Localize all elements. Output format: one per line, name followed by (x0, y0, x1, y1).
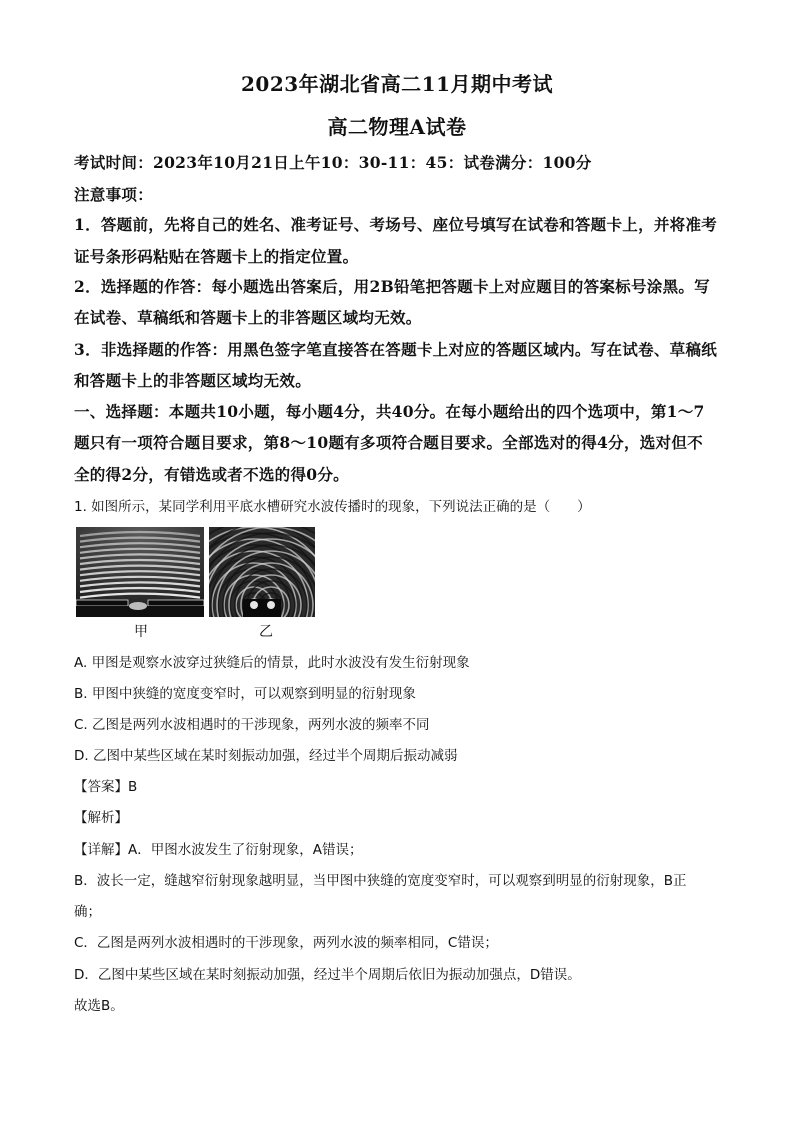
option-b: B. 甲图中狭缝的宽度变窄时，可以观察到明显的衍射现象 (74, 686, 416, 702)
option-c: C. 乙图是两列水波相遇时的干涉现象，两列水波的频率不同 (74, 717, 430, 733)
detail-c: C．乙图是两列水波相遇时的干涉现象，两列水波的频率相同，C错误； (74, 935, 498, 951)
notice-item-1-line-2: 证号条形码粘贴在答题卡上的指定位置。 (74, 247, 359, 266)
exam-subtitle: 高二物理A试卷 (327, 115, 467, 139)
diffraction-photo (76, 527, 204, 617)
notice-heading: 注意事项： (74, 185, 154, 204)
analysis-heading: 【解析】 (74, 810, 128, 826)
detail-b-line-2: 确； (74, 904, 101, 920)
option-a: A. 甲图是观察水波穿过狭缝后的情景，此时水波没有发生衍射现象 (74, 655, 470, 671)
exam-info: 考试时间：2023年10月21日上午10：30-11：45：试卷满分：100分 (74, 153, 592, 172)
figure-label-b: 乙 (259, 624, 273, 640)
notice-item-2-line-2: 在试卷、草稿纸和答题卡上的非答题区域均无效。 (74, 308, 422, 327)
notice-item-2-line-1: 2．选择题的作答：每小题选出答案后，用2B铅笔把答题卡上对应题目的答案标号涂黑。写 (74, 277, 710, 296)
section-1-line-1: 一、选择题：本题共10小题，每小题4分，共40分。在每小题给出的四个选项中，第1～7 (74, 402, 705, 421)
detail-a: 【详解】A．甲图水波发生了衍射现象，A错误； (74, 842, 363, 858)
detail-d: D．乙图中某些区域在某时刻振动加强，经过半个周期后依旧为振动加强点，D错误。 (74, 967, 581, 983)
interference-photo (209, 527, 315, 617)
question-1-stem: 1. 如图所示，某同学利用平底水槽研究水波传播时的现象，下列说法正确的是（ ） (74, 499, 591, 515)
exam-title: 2023年湖北省高二11月期中考试 (241, 72, 553, 96)
conclusion: 故选B。 (74, 998, 124, 1014)
option-d: D. 乙图中某些区域在某时刻振动加强，经过半个周期后振动减弱 (74, 748, 458, 764)
detail-b-line-1: B．波长一定，缝越窄衍射现象越明显，当甲图中狭缝的宽度变窄时，可以观察到明显的衍射现象，B正 (74, 873, 687, 889)
section-1-line-3: 全的得2分，有错选或者不选的得0分。 (74, 465, 349, 484)
section-1-line-2: 题只有一项符合题目要求，第8～10题有多项符合题目要求。全部选对的得4分，选对但不 (74, 433, 703, 452)
notice-item-3-line-2: 和答题卡上的非答题区域均无效。 (74, 371, 312, 390)
notice-item-3-line-1: 3．非选择题的作答：用黑色签字笔直接答在答题卡上对应的答题区域内。写在试卷、草稿纸 (74, 340, 718, 359)
answer: 【答案】B (74, 779, 138, 795)
notice-item-1-line-1: 1．答题前，先将自己的姓名、准考证号、考场号、座位号填写在试卷和答题卡上，并将准考 (74, 215, 718, 234)
figure-label-a: 甲 (134, 624, 148, 640)
